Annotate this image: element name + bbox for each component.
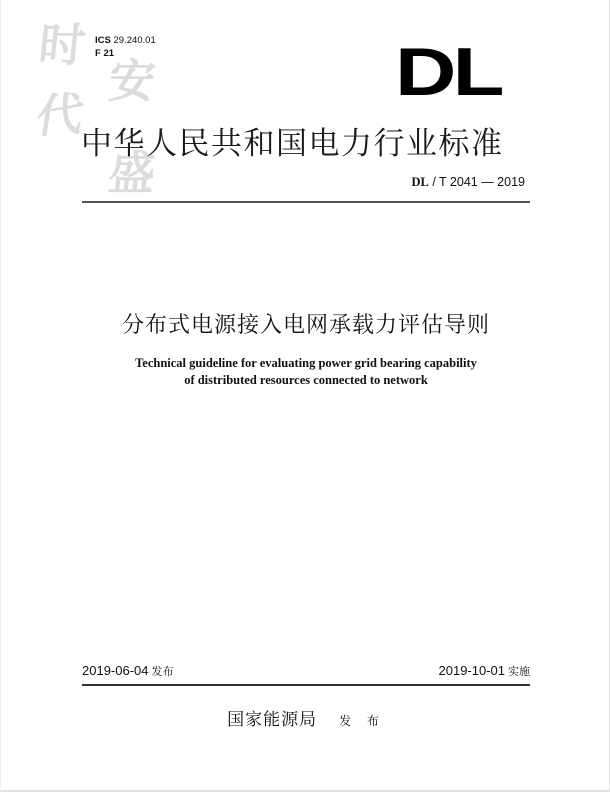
date-row xyxy=(82,663,530,683)
watermark-char: 安 xyxy=(106,54,158,108)
standard-type-heading: 中华人民共和国电力行业标准 xyxy=(81,126,504,162)
issue-date-label: 发布 xyxy=(151,665,174,678)
ccs-code xyxy=(95,47,156,60)
footer-divider xyxy=(82,684,530,686)
issuing-label: 发 布 xyxy=(339,714,385,728)
effective-date-block xyxy=(439,663,531,679)
dl-logo: DL xyxy=(395,34,501,110)
ics-code xyxy=(95,34,156,47)
document-title-en-line2: of distributed resources connected to network xyxy=(184,373,428,387)
ics-value: 29.240.01 xyxy=(113,35,156,46)
effective-date: 2019-10-01 xyxy=(438,663,505,678)
document-title-en xyxy=(1,355,610,389)
publisher-line xyxy=(1,705,610,730)
watermark-char: 盛 xyxy=(106,146,158,200)
issue-date: 2019-06-04 xyxy=(82,663,149,678)
issue-date-block xyxy=(82,663,174,679)
standard-code-number: / T 2041 — 2019 xyxy=(432,175,525,189)
standard-code-prefix: DL xyxy=(411,175,429,189)
issuing-authority: 国家能源局 xyxy=(227,710,318,730)
classification-codes xyxy=(95,34,156,60)
ics-label: ICS xyxy=(95,35,111,46)
header-divider xyxy=(82,201,530,203)
effective-date-label: 实施 xyxy=(508,665,530,678)
document-title-en-line1: Technical guideline for evaluating power grid bearing capability xyxy=(135,356,477,370)
document-title-cn: 分布式电源接入电网承载力评估导则 xyxy=(121,313,490,338)
ccs-value: F 21 xyxy=(95,48,115,59)
watermark-char: 时 xyxy=(36,18,88,72)
watermark-char: 代 xyxy=(32,86,88,144)
standard-code xyxy=(411,175,525,190)
